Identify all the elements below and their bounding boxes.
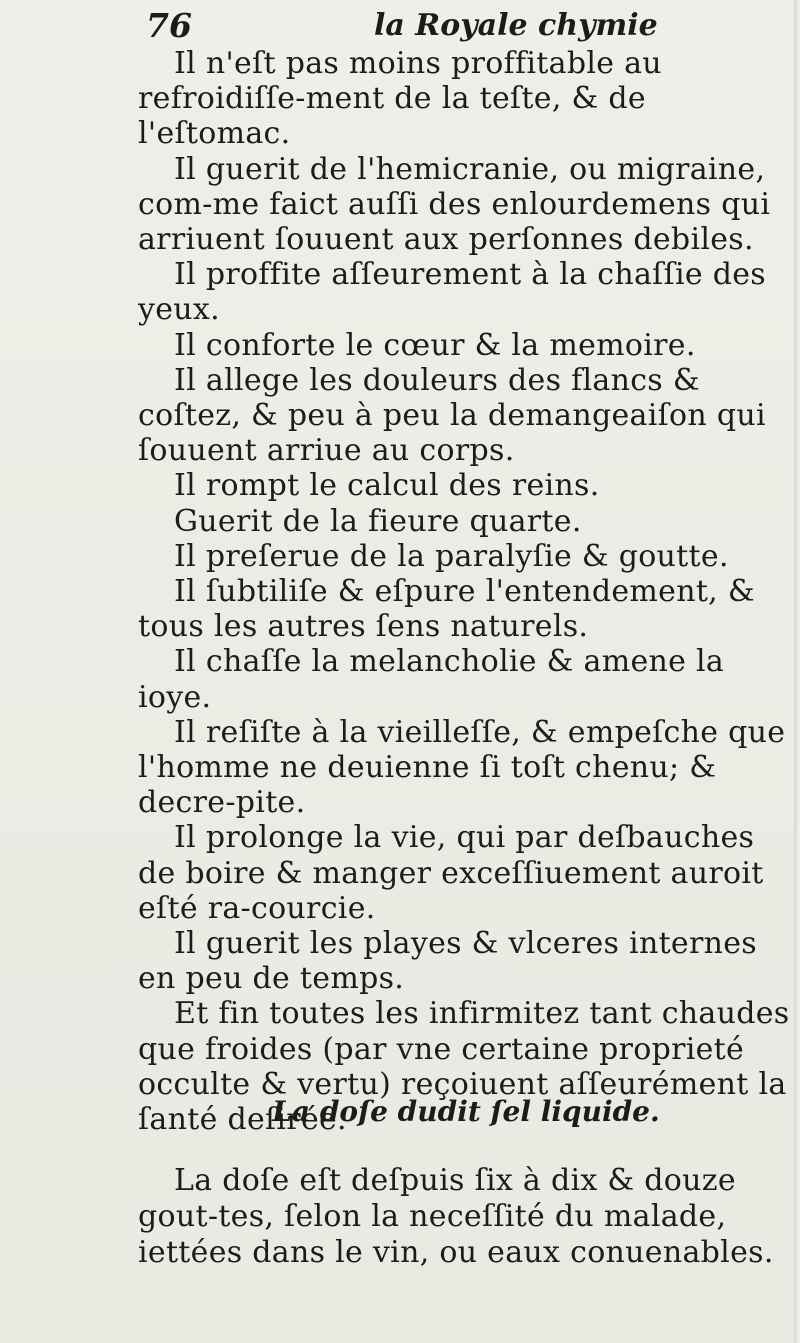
paragraph: Il proffite aſſeurement à la chaſſie des yeux.	[138, 257, 767, 328]
paragraph: Il guerit les playes & vlceres internes en peu de temps.	[138, 926, 757, 997]
body-text	[138, 46, 794, 1137]
page-edge	[794, 0, 800, 1343]
paragraph: Il ſubtiliſe & eſpure l'entendement, & tous les autres ſens naturels.	[138, 574, 755, 645]
paragraph: Il chaſſe la melancholie & amene la ioye.	[138, 644, 725, 715]
paragraph: Guerit de la fieure quarte.	[174, 503, 582, 539]
paragraph: Il guerit de l'hemicranie, ou migraine, com-me faict auſſi des enlourdemens qui arriuent ſouuent aux perſonnes debiles.	[138, 151, 771, 258]
page-number: 76	[146, 6, 192, 45]
running-title: la Royale chymie	[374, 8, 658, 43]
paragraph: Il conforte le cœur & la memoire.	[174, 327, 696, 363]
paragraph: Il reſiſte à la vieilleſſe, & empeſche que l'homme ne deuienne ſi toſt chenu; & decre-pite.	[138, 714, 786, 821]
paragraph: Il preſerue de la paralyſie & goutte.	[174, 538, 729, 574]
section-heading: La doſe dudit ſel liquide.	[272, 1095, 660, 1128]
paragraph: Et fin toutes les infirmitez tant chaudes que froides (par vne certaine proprieté occulte & vertu) reçoiuent aſſeurément la ſanté deſirée.	[138, 996, 790, 1138]
paragraph: Il allege les douleurs des flancs & coſtez, & peu à peu la demangeaiſon qui ſouuent arriue au corps.	[138, 362, 766, 469]
paragraph: Il n'eſt pas moins proffitable au refroidiſſe-ment de la teſte, & de l'eſtomac.	[138, 46, 662, 152]
page-header	[146, 6, 786, 46]
paragraph: Il rompt le calcul des reins.	[174, 468, 600, 504]
paragraph: Il prolonge la vie, qui par deſbauches de boire & manger exceſſiuement auroit eſté ra-courcie.	[138, 820, 764, 926]
dose-paragraph: La doſe eſt deſpuis ſix à dix & douze gout-tes, ſelon la neceſſité du malade, iettées dans le vin, ou eaux conuenables.	[138, 1163, 774, 1270]
